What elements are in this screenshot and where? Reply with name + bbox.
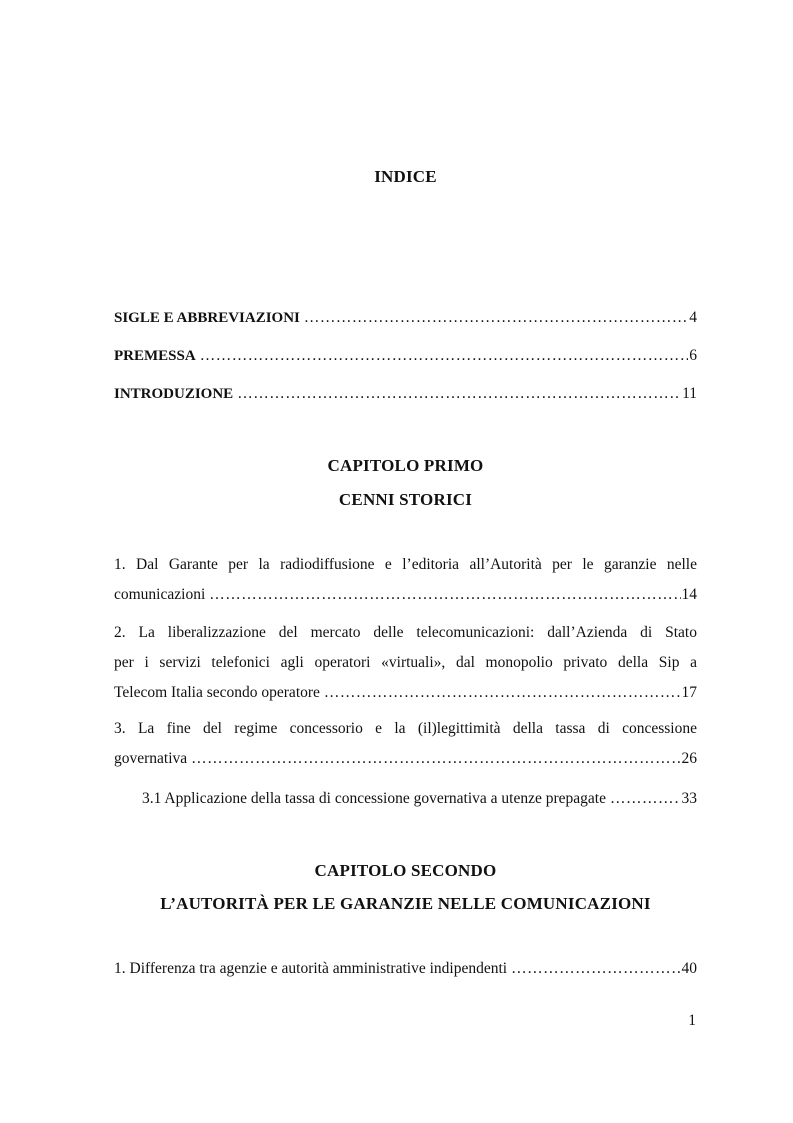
toc-entry-label: Telecom Italia secondo operatore: [114, 684, 320, 701]
toc-entry-label: governativa: [114, 750, 188, 767]
chapter1-subtitle: CENNI STORICI: [338, 490, 473, 509]
page-number: 1: [688, 1012, 696, 1029]
toc-entry-text-line: 3. La fine del regime concessorio e la (il)legittimità della tassa di concessione: [114, 720, 697, 737]
index-title: INDICE: [374, 167, 437, 186]
toc-entry-ch2-1[interactable]: [114, 959, 697, 979]
toc-entry-page: 40: [681, 960, 697, 977]
toc-leader-dots: [191, 749, 680, 769]
toc-leader-dots: [304, 308, 688, 328]
toc-entry-introduzione[interactable]: [114, 384, 697, 404]
toc-entry-sigle[interactable]: [114, 308, 697, 328]
toc-entry-page: 26: [681, 750, 697, 767]
toc-leader-dots: [209, 585, 680, 605]
toc-entry-label: INTRODUZIONE: [114, 386, 234, 402]
chapter2-heading: CAPITOLO SECONDO: [314, 861, 497, 880]
toc-entry-page: 33: [681, 790, 697, 807]
toc-entry-label: SIGLE E ABBREVIAZIONI: [114, 310, 300, 326]
toc-entry-text-line: per i servizi telefonici agli operatori «virtuali», dal monopolio privato della Sip a: [114, 654, 697, 671]
toc-entry-ch1-1[interactable]: [114, 585, 697, 605]
toc-leader-dots: [237, 384, 681, 404]
toc-leader-dots: [324, 683, 681, 703]
toc-entry-ch1-3[interactable]: [114, 749, 697, 769]
toc-entry-ch1-2[interactable]: [114, 683, 697, 703]
chapter1-heading: CAPITOLO PRIMO: [327, 456, 484, 475]
toc-entry-label: comunicazioni: [114, 586, 206, 603]
toc-entry-page: 11: [682, 385, 697, 402]
toc-entry-label: 3.1 Applicazione della tassa di concessione governativa a utenze prepagate: [142, 790, 606, 807]
toc-entry-page: 17: [681, 684, 697, 701]
toc-leader-dots: [511, 959, 680, 979]
toc-entry-label: 1. Differenza tra agenzie e autorità amministrative indipendenti: [114, 960, 508, 977]
toc-entry-text-line: 1. Dal Garante per la radiodiffusione e l’editoria all’Autorità per le garanzie nelle: [114, 556, 697, 573]
toc-leader-dots: [610, 789, 681, 809]
chapter2-subtitle: L’AUTORITÀ PER LE GARANZIE NELLE COMUNICAZIONI: [160, 894, 651, 913]
toc-leader-dots: [200, 346, 689, 366]
toc-entry-ch1-3-1[interactable]: [142, 789, 697, 809]
toc-entry-page: 14: [681, 586, 697, 603]
toc-entry-premessa[interactable]: [114, 346, 697, 366]
toc-entry-page: 6: [689, 347, 697, 364]
toc-entry-label: PREMESSA: [114, 348, 196, 364]
toc-entry-text-line: 2. La liberalizzazione del mercato delle telecomunicazioni: dall’Azienda di Stato: [114, 624, 697, 641]
toc-entry-page: 4: [689, 309, 697, 326]
